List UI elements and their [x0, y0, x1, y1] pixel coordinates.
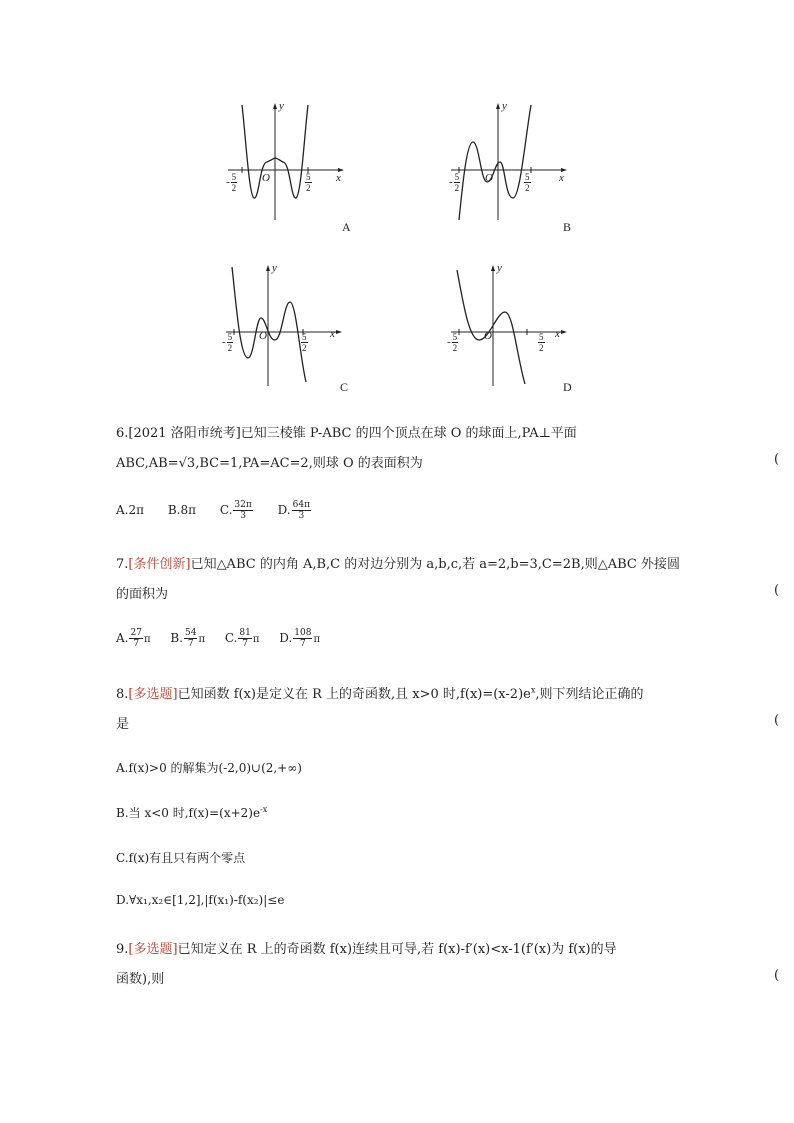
axis-y-label: y [502, 100, 507, 112]
q9-text1: 已知定义在 R 上的奇函数 f(x)连续且可导,若 f(x)-f′(x)<x-1(f′(x)为 f(x)的导 [177, 942, 617, 957]
q8-text1-end: ,则下列结论正确的 [535, 687, 644, 702]
q6-options [116, 500, 312, 521]
q7-opt-frac [129, 628, 142, 649]
q9-line2: 函数),则 [116, 972, 165, 987]
q7-text1: 已知△ABC 的内角 A,B,C 的对边分别为 a,b,c,若 a=2,b=3,C=2B,则△ABC 外接圆 [190, 557, 680, 572]
graph-c-svg [220, 262, 360, 387]
graph-a-svg [222, 100, 362, 225]
tick-frac [524, 172, 531, 193]
tick-den: 2 [227, 343, 233, 353]
q9-tag: [多选题] [128, 942, 178, 957]
q7-opt-num: 81 [239, 628, 251, 638]
origin-label: O [485, 172, 493, 184]
q7-opt-b [170, 628, 206, 649]
q7-opt-pre: D. [279, 631, 293, 645]
axis-x-label: x [330, 328, 335, 340]
q7-opt-frac [238, 628, 251, 649]
q7-line1 [116, 553, 680, 572]
tick-frac [305, 172, 312, 193]
tick-num: 5 [227, 332, 233, 342]
graph-c [220, 262, 360, 394]
q7-opt-num: 27 [130, 628, 142, 638]
tick-num: 5 [525, 172, 530, 182]
q7-opt-num: 108 [294, 628, 312, 638]
q6-opt-c-num: 32π [234, 500, 252, 510]
tick-num: 5 [452, 332, 458, 342]
q8-line2: 是 [116, 717, 130, 732]
tick-den: 2 [306, 183, 311, 193]
axis-x-label: x [336, 172, 341, 184]
tick-num: 5 [231, 172, 237, 182]
q7-tag: [条件创新] [128, 557, 191, 572]
origin-label: O [484, 330, 492, 342]
q6-sqrt: √3 [178, 456, 196, 471]
q7-opt-pre: A. [116, 631, 129, 645]
q7-opt-den: 7 [300, 639, 306, 649]
graph-d-svg [445, 262, 585, 387]
q6-opt-c-pre: C. [219, 503, 233, 517]
q7-opt-frac [184, 628, 197, 649]
q7-opt-post: π [252, 634, 260, 645]
q7-opt-den: 7 [187, 639, 194, 649]
tick-num: 5 [306, 172, 311, 182]
tick-neg [449, 172, 461, 193]
q8-opt-c: C.f(x)有且只有两个零点 [116, 851, 246, 865]
q8-opt-a: A.f(x)>0 的解集为(-2,0)∪(2,+∞) [116, 761, 302, 775]
q6-opt-c-den: 3 [240, 511, 246, 521]
tick-pos [537, 332, 546, 353]
q8-tag: [多选题] [128, 687, 178, 702]
minus: - [447, 336, 451, 349]
axis-x-label: x [559, 172, 564, 184]
q6-opt-b: B.8π [167, 503, 196, 517]
q7-opt-d [279, 628, 321, 649]
q8-text1: 已知函数 f(x)是定义在 R 上的奇函数,且 x>0 时,f(x)=(x-2)e [177, 687, 531, 702]
q7-opt-a [116, 628, 151, 649]
q7-num: 7. [116, 557, 129, 572]
tick-den: 2 [454, 183, 460, 193]
q8-opt-b [116, 804, 267, 821]
q7-opt-post: π [198, 634, 206, 645]
origin-label: O [262, 172, 270, 184]
tick-pos [523, 172, 532, 193]
tick-frac [231, 172, 238, 193]
q8-opt-d: D.∀x₁,x₂∈[1,2],|f(x₁)-f(x₂)|≤e [116, 893, 285, 907]
graph-label-d: D [563, 380, 572, 394]
q6-opt-d [277, 500, 312, 521]
graph-b [445, 100, 585, 234]
q7-opt-den: 7 [242, 639, 249, 649]
q6-opt-d-num: 64π [292, 500, 310, 510]
q9-line1 [116, 938, 617, 957]
q8-opt-b-text: B.当 x<0 时,f(x)=(x+2)e [116, 806, 261, 820]
graph-d [445, 262, 585, 394]
graph-b-svg [445, 100, 585, 225]
origin-label: O [259, 330, 267, 342]
q7-opt-post: π [143, 634, 151, 645]
tick-frac [538, 332, 545, 353]
q6-opt-d-frac [292, 500, 311, 521]
tick-frac [454, 172, 461, 193]
tick-den: 2 [525, 183, 530, 193]
graph-label-c: C [340, 380, 349, 394]
q9-num: 9. [116, 942, 129, 957]
q6-opt-c [219, 500, 254, 521]
q6-line2 [116, 452, 423, 471]
q8-line1 [116, 683, 644, 702]
q7-opt-pre: C. [224, 631, 238, 645]
axis-y-label: y [497, 262, 502, 274]
q7-answer-paren: ( [774, 583, 780, 598]
q6-opt-d-den: 3 [298, 511, 305, 521]
tick-neg [447, 332, 459, 353]
tick-den: 2 [539, 343, 544, 353]
axis-y-label: y [272, 262, 277, 274]
tick-neg [226, 172, 238, 193]
q6-line2b: ,BC=1,PA=AC=2,则球 O 的表面积为 [195, 456, 423, 471]
minus: - [449, 176, 453, 189]
tick-frac [301, 332, 308, 353]
graph-label-b: B [563, 220, 572, 234]
q6-opt-a: A.2π [116, 503, 145, 517]
tick-frac [452, 332, 459, 353]
minus: - [222, 336, 226, 349]
q7-options [116, 628, 320, 649]
q7-opt-post: π [313, 634, 321, 645]
tick-pos [304, 172, 313, 193]
q8-text1-sup: x [530, 685, 536, 695]
q6-opt-d-pre: D. [277, 503, 291, 517]
graph-label-a: A [342, 220, 351, 234]
tick-pos [300, 332, 309, 353]
tick-neg [222, 332, 234, 353]
q7-opt-c [224, 628, 260, 649]
q9-answer-paren: ( [774, 968, 780, 983]
q6-opt-c-frac [233, 500, 252, 521]
q7-opt-frac [293, 628, 312, 649]
q8-answer-paren: ( [774, 713, 780, 728]
tick-num: 5 [302, 332, 307, 342]
q8-opt-b-sup: -x [260, 805, 268, 814]
tick-num: 5 [539, 332, 544, 342]
tick-num: 5 [454, 172, 460, 182]
q7-opt-den: 7 [133, 639, 140, 649]
tick-den: 2 [452, 343, 458, 353]
q6-line1: 6.[2021 洛阳市统考]已知三棱锥 P-ABC 的四个顶点在球 O 的球面上,PA⊥平面 [116, 426, 577, 441]
graph-a [222, 100, 362, 234]
q8-num: 8. [116, 687, 129, 702]
q7-opt-num: 54 [184, 628, 197, 638]
q7-line2: 的面积为 [116, 587, 169, 602]
tick-den: 2 [302, 343, 307, 353]
axis-x-label: x [555, 328, 560, 340]
q7-opt-pre: B. [170, 631, 183, 645]
minus: - [226, 176, 230, 189]
q6-line2a: ABC,AB= [116, 456, 179, 471]
axis-y-label: y [279, 100, 284, 112]
tick-frac [227, 332, 234, 353]
q6-answer-paren: ( [774, 452, 780, 467]
tick-den: 2 [231, 183, 237, 193]
